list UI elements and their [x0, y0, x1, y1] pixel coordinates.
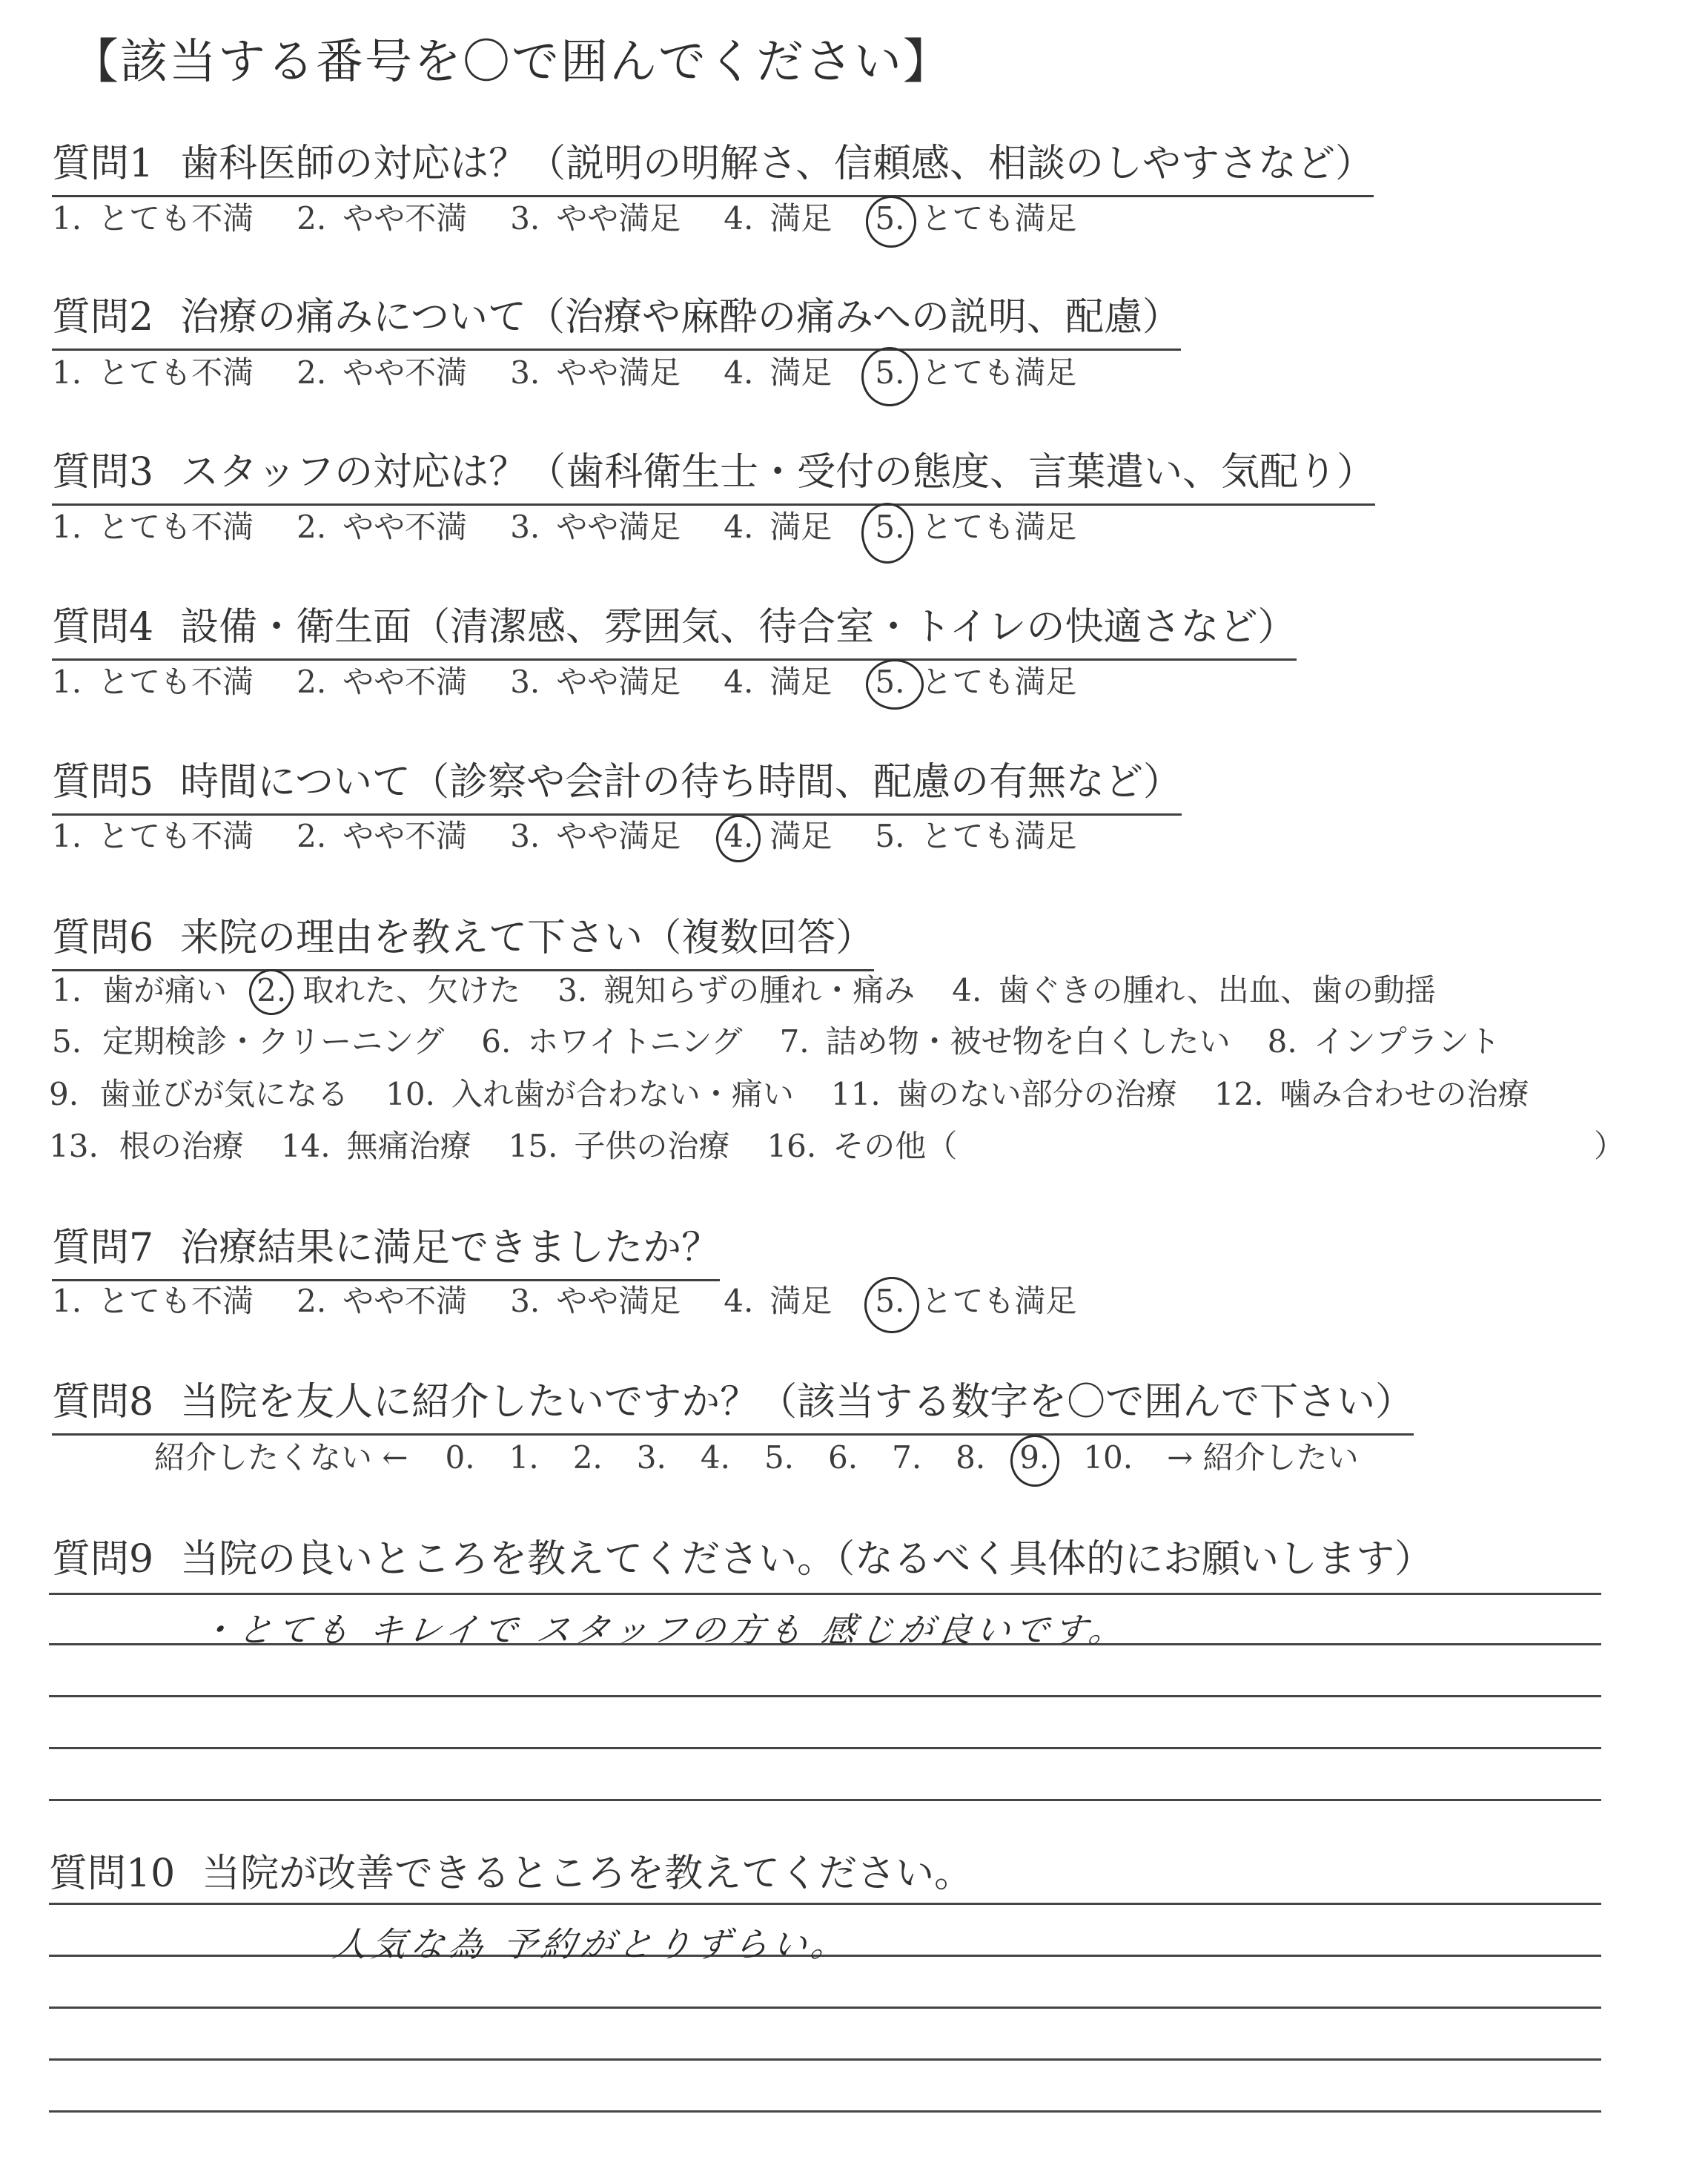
answer-line: [49, 1593, 1601, 1595]
question-5-title: [52, 750, 1182, 816]
answer-line: [49, 1747, 1601, 1749]
question-2-title: [52, 285, 1181, 351]
form-title: 【該当する番号を〇で囲んでください】: [71, 35, 952, 90]
question-9-label: 質問9: [52, 1537, 154, 1582]
q2-option-3[interactable]: 3. やや満足: [510, 354, 681, 391]
answer-line: [49, 2007, 1601, 2009]
answer-line: [49, 1695, 1601, 1697]
q1-option-5[interactable]: 5. とても満足: [875, 200, 1076, 237]
q6-option-12[interactable]: 噛み合わせの治療: [1280, 1076, 1529, 1112]
q3-option-2[interactable]: 2. やや不満: [297, 509, 468, 545]
q6-other-close-paren: ）: [1594, 1128, 1626, 1164]
q6-option-1[interactable]: 歯が痛い: [102, 972, 228, 1008]
question-7-text: 治療結果に満足できましたか？: [180, 1226, 721, 1270]
q2-option-1[interactable]: 1. とても不満: [52, 354, 254, 391]
question-9-answer[interactable]: ・とても キレイで スタッフの方も 感じが良いです。: [196, 1610, 1131, 1650]
question-10-label: 質問10: [49, 1852, 176, 1896]
q5-option-4[interactable]: 4. 満足: [724, 818, 832, 854]
q4-option-3[interactable]: 3. やや満足: [510, 664, 681, 700]
q2-option-5[interactable]: 5. とても満足: [875, 354, 1076, 391]
question-10-title: [49, 1842, 973, 1898]
question-4-title: [52, 595, 1297, 661]
scale-9[interactable]: 9.: [1019, 1439, 1049, 1476]
scale-1[interactable]: 1.: [509, 1439, 539, 1476]
question-7-label: 質問7: [52, 1226, 154, 1270]
q1-option-1[interactable]: 1. とても不満: [52, 200, 254, 237]
question-3-label: 質問3: [52, 450, 154, 495]
q6-option-5[interactable]: 定期検診・クリーニング: [102, 1023, 445, 1060]
scale-0[interactable]: 0.: [445, 1439, 475, 1476]
q2-option-4[interactable]: 4. 満足: [724, 354, 833, 391]
scale-2[interactable]: 2.: [572, 1439, 603, 1476]
q6-option-8[interactable]: インプラント: [1313, 1023, 1500, 1060]
q4-option-2[interactable]: 2. やや不満: [297, 664, 468, 700]
q6-option-15[interactable]: 子供の治療: [574, 1128, 730, 1164]
question-2-label: 質問2: [52, 295, 154, 340]
question-5-label: 質問5: [52, 760, 154, 805]
question-1-text: 歯科医師の対応は？（説明の明解さ、信頼感、相談のしやすさなど）: [180, 142, 1374, 186]
q1-option-2[interactable]: 2. やや不満: [297, 200, 468, 237]
question-5-options: [52, 812, 1119, 856]
question-4-label: 質問4: [52, 605, 154, 650]
question-3-text: スタッフの対応は？（歯科衛生士・受付の態度、言葉遣い、気配り）: [180, 450, 1376, 495]
scale-10[interactable]: 10.: [1083, 1439, 1133, 1476]
question-6-row-3: 9. 歯並びが気になる 10. 入れ歯が合わない・痛い 11. 歯のない部分の治療 12. 噛み合わせの治療: [49, 1076, 1529, 1112]
question-4-options: [52, 658, 1119, 702]
question-3-title: [52, 440, 1375, 506]
q4-option-1[interactable]: 1. とても不満: [52, 664, 254, 700]
q5-option-5[interactable]: 5. とても満足: [875, 818, 1077, 854]
answer-line: [49, 1799, 1601, 1801]
q4-option-4[interactable]: 4. 満足: [724, 664, 833, 700]
q6-option-2[interactable]: 2.: [256, 972, 286, 1008]
question-6-row-2: 5. 定期検診・クリーニング 6. ホワイトニング 7. 詰め物・被せ物を白くしたい 8. インプラント: [52, 1023, 1500, 1060]
q6-option-14[interactable]: 無痛治療: [346, 1128, 471, 1164]
question-6-label: 質問6: [52, 916, 154, 960]
question-8-label: 質問8: [52, 1380, 154, 1424]
question-8-title: [52, 1370, 1414, 1436]
question-10-text: 当院が改善できるところを教えてください。: [202, 1852, 973, 1896]
question-8-text: 当院を友人に紹介したいですか？（該当する数字を〇で囲んで下さい）: [180, 1380, 1414, 1424]
q1-option-3[interactable]: 3. やや満足: [510, 200, 681, 237]
question-9-text: 当院の良いところを教えてください。（なるべく具体的にお願いします）: [180, 1537, 1434, 1582]
question-1-options: [52, 194, 1119, 239]
q1-option-4[interactable]: 4. 満足: [724, 200, 833, 237]
scale-6[interactable]: 6.: [828, 1439, 858, 1476]
q7-option-1[interactable]: 1. とても不満: [52, 1283, 254, 1319]
question-1-title: [52, 132, 1374, 197]
answer-line: [49, 2110, 1601, 2113]
q6-option-16[interactable]: その他（: [833, 1128, 958, 1164]
question-6-text: 来院の理由を教えて下さい（複数回答）: [180, 916, 875, 960]
question-8-scale: [154, 1433, 1359, 1478]
scale-7[interactable]: 7.: [892, 1439, 922, 1476]
question-5-text: 時間について（診察や会計の待ち時間、配慮の有無など）: [180, 760, 1182, 805]
q6-option-6[interactable]: ホワイトニング: [527, 1023, 743, 1060]
scale-right-label: → 紹介したい: [1167, 1439, 1359, 1476]
scale-4[interactable]: 4.: [700, 1439, 730, 1476]
question-10-answer[interactable]: 人気な為 予約がとりずらい。: [330, 1924, 853, 1964]
scale-left-label: 紹介したくない ←: [154, 1439, 408, 1476]
question-6-row-1: 1. 歯が痛い 2. 取れた、欠けた 3. 親知らずの腫れ・痛み 4. 歯ぐきの腫れ、出血、歯の動揺: [52, 966, 1436, 1011]
scale-5[interactable]: 5.: [764, 1439, 795, 1476]
question-2-text: 治療の痛みについて（治療や麻酔の痛みへの説明、配慮）: [180, 295, 1182, 340]
q5-option-2[interactable]: 2. やや不満: [297, 818, 468, 854]
q5-option-1[interactable]: 1. とても不満: [52, 818, 254, 854]
q6-option-4[interactable]: 歯ぐきの腫れ、出血、歯の動揺: [998, 972, 1436, 1008]
question-2-options: [52, 349, 1119, 393]
question-1-label: 質問1: [52, 142, 154, 186]
q3-option-4[interactable]: 4. 満足: [724, 509, 833, 545]
answer-line: [49, 2058, 1601, 2061]
q3-option-5[interactable]: 5. とても満足: [875, 509, 1076, 545]
question-7-options: [52, 1277, 1119, 1321]
q7-option-2[interactable]: 2. やや不満: [297, 1283, 468, 1319]
q6-option-11[interactable]: 歯のない部分の治療: [896, 1076, 1177, 1112]
q7-option-4[interactable]: 4. 満足: [724, 1283, 833, 1319]
scale-3[interactable]: 3.: [636, 1439, 666, 1476]
q6-option-3[interactable]: 親知らずの腫れ・痛み: [603, 972, 916, 1008]
answer-line: [49, 1903, 1601, 1905]
q4-option-5[interactable]: 5. とても満足: [875, 664, 1076, 700]
q2-option-2[interactable]: 2. やや不満: [297, 354, 468, 391]
q6-option-13[interactable]: 根の治療: [119, 1128, 244, 1164]
q7-option-3[interactable]: 3. やや満足: [510, 1283, 681, 1319]
q3-option-3[interactable]: 3. やや満足: [510, 509, 681, 545]
question-3-options: [52, 503, 1119, 547]
q3-option-1[interactable]: 1. とても不満: [52, 509, 254, 545]
scale-8[interactable]: 8.: [956, 1439, 986, 1476]
q5-option-3[interactable]: 3. やや満足: [510, 818, 681, 854]
question-7-title: [52, 1216, 720, 1281]
question-6-title: [52, 906, 874, 971]
q6-option-7[interactable]: 詰め物・被せ物を白くしたい: [825, 1023, 1231, 1060]
question-6-row-4: 13. 根の治療 14. 無痛治療 15. 子供の治療 16. その他（: [49, 1128, 958, 1164]
q7-option-5[interactable]: 5. とても満足: [875, 1283, 1076, 1319]
question-9-title: [52, 1527, 1433, 1583]
question-4-text: 設備・衛生面（清潔感、雰囲気、待合室・トイレの快適さなど）: [180, 605, 1297, 650]
q6-option-9[interactable]: 歯並びが気になる: [99, 1076, 349, 1112]
q6-option-10[interactable]: 入れ歯が合わない・痛い: [451, 1076, 794, 1112]
